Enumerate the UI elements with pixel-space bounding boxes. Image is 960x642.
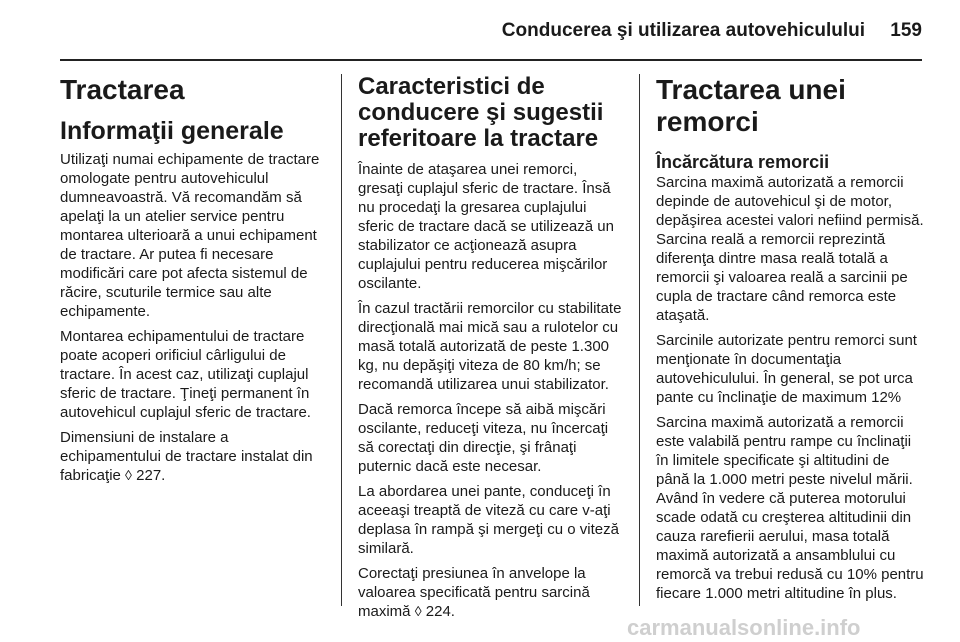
page-reference-icon: ◊ (125, 467, 132, 483)
section-heading-towing: Tractarea (60, 74, 185, 105)
paragraph-authorized-loads: Sarcinile autorizate pentru remorci sunt menţionate în documentaţia autovehiculului. În general, se pot urca pante cu înclinaţie de maximum 12% (656, 332, 917, 406)
page-reference-link[interactable]: 227. (136, 467, 166, 484)
column-left (60, 74, 326, 491)
page-reference-link[interactable]: 224. (425, 603, 455, 620)
section-heading-driving-tips: Caracteristici de conducere şi sugestii referitoare la tractare (358, 73, 604, 152)
watermark-text: carmanualsonline.info (627, 615, 861, 640)
paragraph-towing-equipment: Utilizaţi numai echipamente de tractare omologate pentru autovehiculul dumneavoastră. Vă recomandăm să apelaţi la un atelier service pentru montarea ulterioară a unui echipament de tractare. Ar putea fi necesare modificări care pot afecta sistemul de răcire, scuturile termice sau alte echipamente. (60, 151, 320, 320)
subheading-trailer-load: Încărcătura remorcii (656, 152, 830, 172)
paragraph-downhill: La abordarea unei pante, conduceţi în aceeaşi treaptă de viteză cu care v-aţi deplasa în rampă şi mergeţi cu o viteză similară. (358, 483, 619, 557)
page-reference-icon: ◊ (414, 603, 422, 619)
column-divider-2 (639, 74, 640, 606)
page-number: 159 (890, 20, 922, 41)
paragraph-mounting: Montarea echipamentului de tractare poate acoperi orificiul cârligului de tractare. În acest caz, utilizaţi cuplajul sferic de tractare. Ţineţi permanent în autovehicul cuplajul sferic de tractare. (60, 328, 311, 421)
tyre-pressure-text: Corectaţi presiunea în anvelope la valoarea specificată pentru sarcină maximă (358, 565, 590, 620)
paragraph-greasing: Înainte de ataşarea unei remorci, gresaţi cuplajul sferic de tractare. Însă nu procedaţi la gresarea cuplajului sferic de tractare dacă se utilizează un stabilizator ce acţionează asupra cuplajului pentru reducerea mişcărilor oscilante. (358, 161, 614, 292)
subheading-general-info: Informaţii generale (60, 117, 284, 145)
column-right (656, 74, 924, 609)
paragraph-speed-limit: În cazul tractării remorcilor cu stabilitate direcţională mai mică sau a rulotelor cu masă totală autorizată de peste 1.300 kg, nu depăşiţi viteza de 80 km/h; se recomandă utilizarea unui stabilizator. (358, 300, 622, 393)
paragraph-tyre-pressure (358, 564, 624, 621)
paragraph-max-load: Sarcina maximă autorizată a remorcii depinde de autovehicul şi de motor, depăşirea acestei valori nefiind permisă. Sarcina reală a remorcii reprezintă diferenţa dintre masa reală totală a remorcii şi valoarea reală a sarcinii pe cupla de tractare când remorca este ataşată. (656, 174, 924, 324)
section-heading-trailer-towing: Tractarea unei remorci (656, 74, 846, 137)
column-divider-1 (341, 74, 342, 606)
paragraph-oscillation: Dacă remorca începe să aibă mişcări oscilante, reduceţi viteza, nu încercaţi să corectaţi din direcţie, şi frânaţi puternic dacă este necesar. (358, 401, 609, 475)
header-rule (60, 59, 922, 61)
dimensions-text: Dimensiuni de instalare a echipamentului de tractare instalat din fabricaţie (60, 429, 313, 484)
running-header-title: Conducerea şi utilizarea autovehiculului (501, 20, 865, 41)
paragraph-dimensions (60, 428, 326, 485)
paragraph-altitude: Sarcina maximă autorizată a remorcii este valabilă pentru rampe cu înclinaţii în limitele specificate şi altitudini de până la 1.000 metri peste nivelul mării. Având în vedere că puterea motorului scade odată cu creşterea altitudinii din cauza rarefierii aerului, masa totală maximă autorizată a ansamblului cu remorcă va trebui redusă cu 10% pentru fiecare 1.000 metri altitudine în plus. (656, 414, 924, 602)
column-middle (358, 74, 624, 627)
